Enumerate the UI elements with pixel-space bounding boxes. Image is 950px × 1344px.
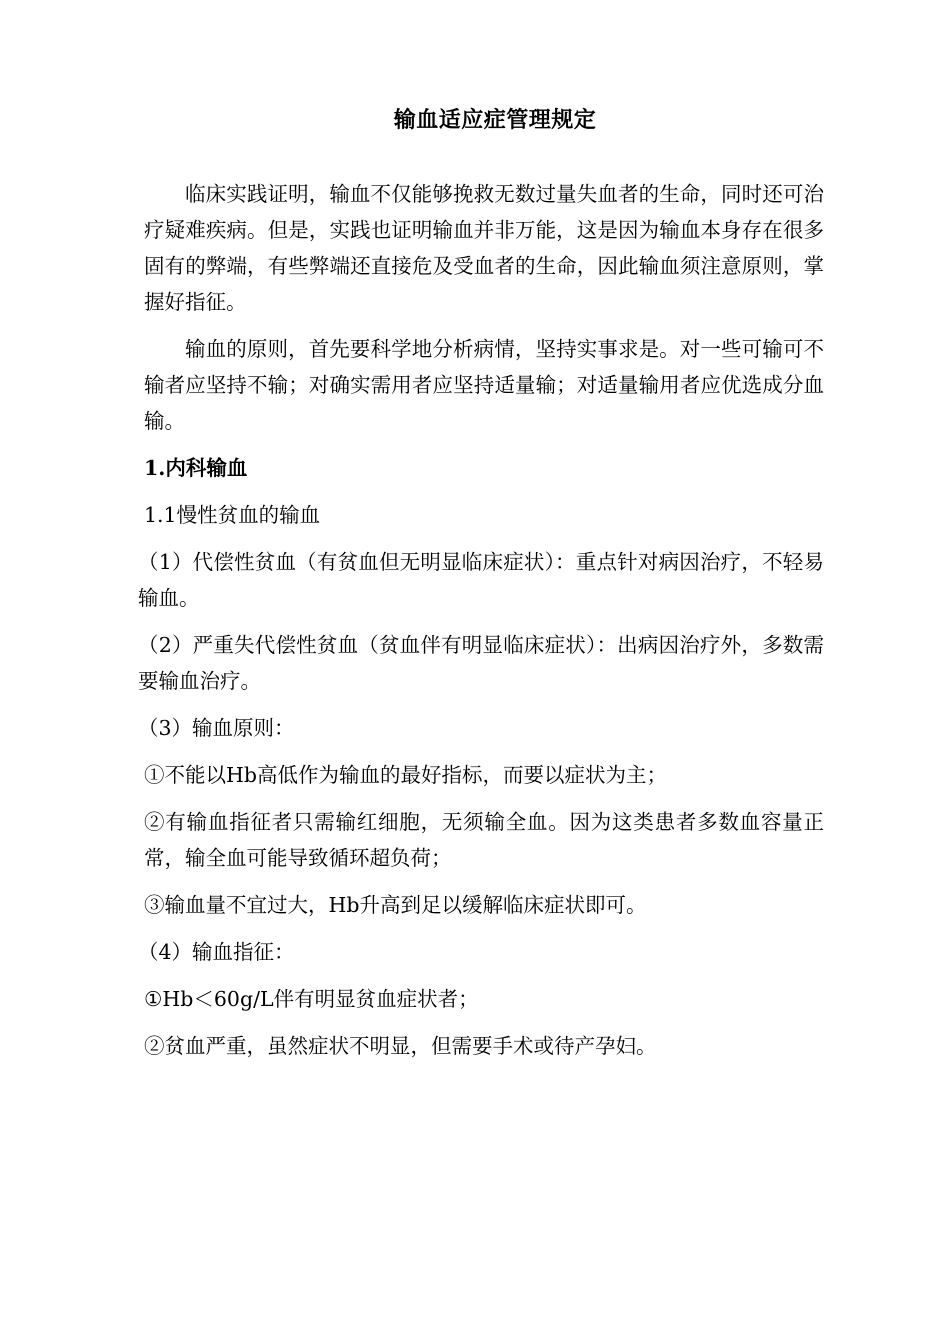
item-decompensated-anemia: （2）严重失代偿性贫血（贫血伴有明显临床症状）：出病因治疗外，多数需要输血治疗。: [138, 633, 824, 693]
indication-1: ①Hb＜60g/L伴有明显贫血症状者；: [144, 987, 479, 1011]
item-transfusion-principles: （3）输血原则：: [138, 716, 295, 740]
document-body: [138, 176, 824, 1075]
item-compensated-anemia: （1）代偿性贫血（有贫血但无明显临床症状）：重点针对病因治疗，不轻易输血。: [138, 550, 824, 610]
principle-2: ②有输血指征者只需输红细胞，无须输全血。因为这类患者多数血容量正常，输全血可能导致循环超负荷；: [144, 810, 824, 870]
principle-3: ③输血量不宜过大，Hb升高到足以缓解临床症状即可。: [144, 893, 647, 917]
item-transfusion-indications: （4）输血指征：: [138, 940, 295, 964]
intro-paragraph-2: 输血的原则，首先要科学地分析病情，坚持实事求是。对一些可输可不输者应坚持不输；对确实需用者应坚持适量输；对适量输用者应优选成分血输。: [144, 337, 824, 433]
principle-1: ①不能以Hb高低作为输血的最好指标，而要以症状为主；: [144, 763, 667, 787]
indication-2: ②贫血严重，虽然症状不明显，但需要手术或待产孕妇。: [144, 1034, 657, 1058]
section-heading-internal-medicine: 1.内科输血: [144, 456, 248, 480]
subsection-heading-chronic-anemia: 1.1慢性贫血的输血: [144, 503, 321, 527]
document-title: 输血适应症管理规定: [393, 107, 597, 133]
intro-paragraph-1: 临床实践证明，输血不仅能够挽救无数过量失血者的生命，同时还可治疗疑难疾病。但是，实践也证明输血并非万能，这是因为输血本身存在很多固有的弊端，有些弊端还直接危及受血者的生命，因此输血须注意原则，掌握好指征。: [144, 182, 824, 314]
